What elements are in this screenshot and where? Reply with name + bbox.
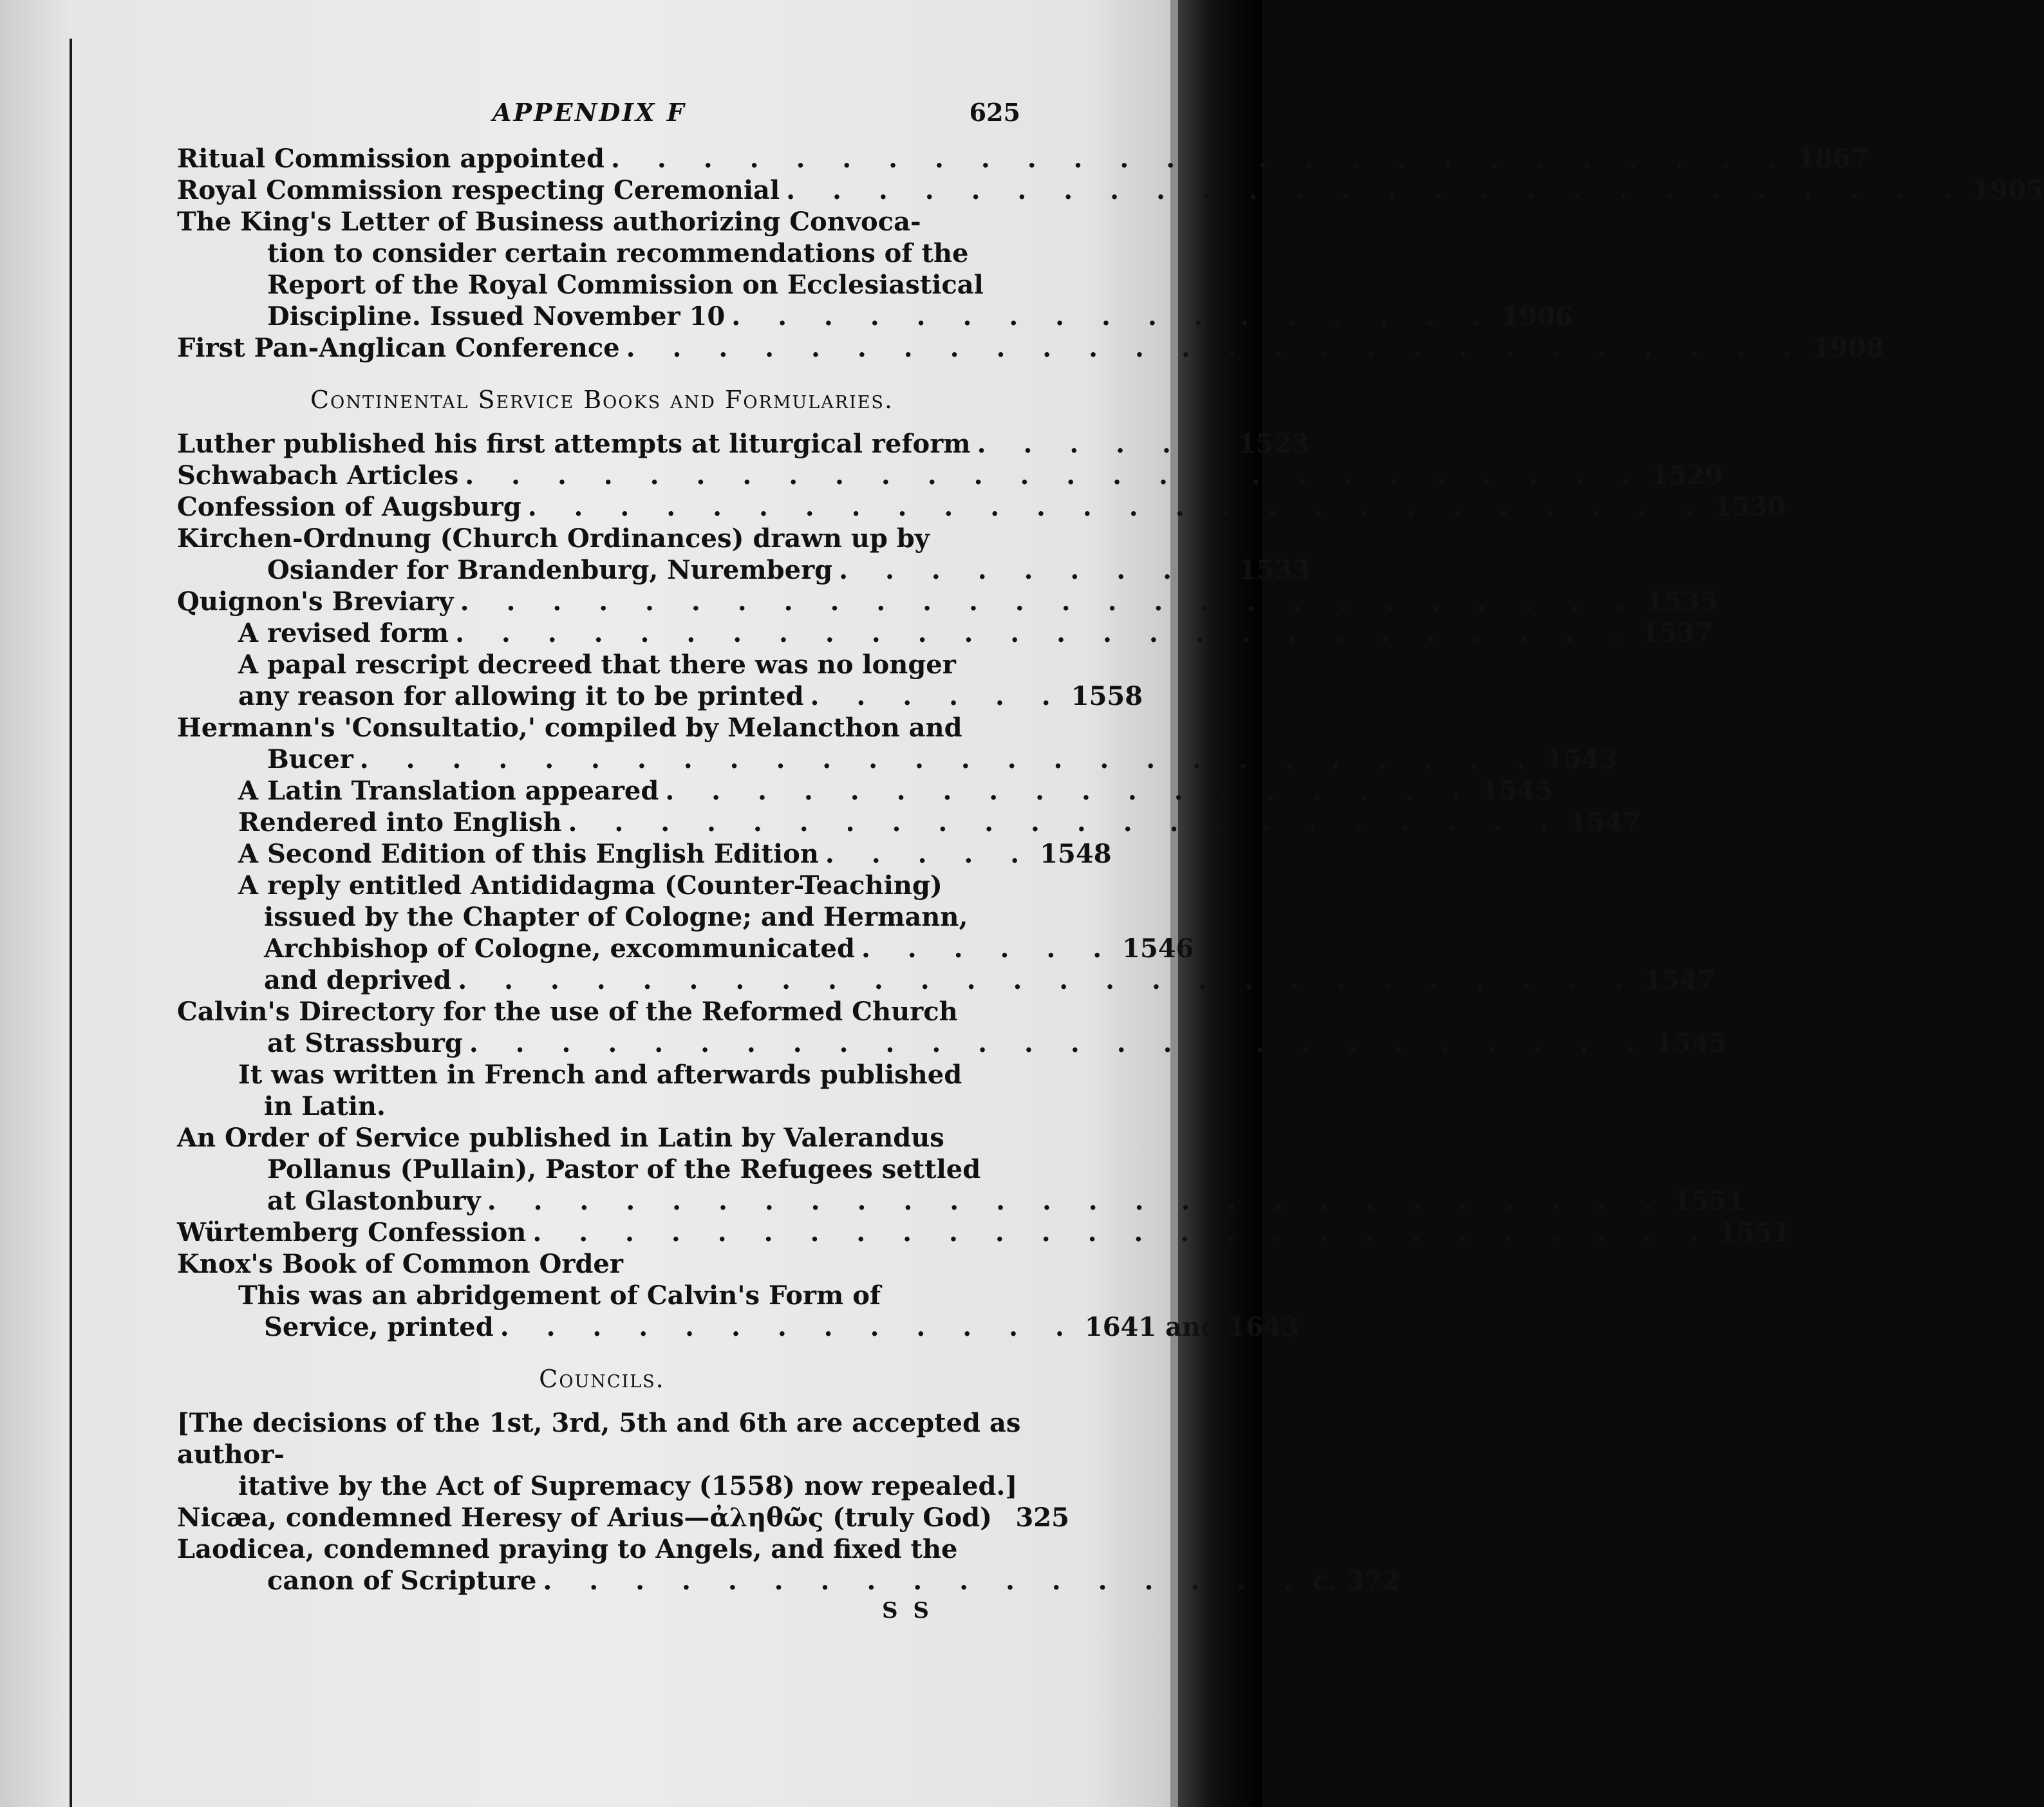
list-item: Confession of Augsburg . . . . . . . . . . . . . . . . . . . . . . . . . . 1530 <box>177 492 1786 522</box>
list-item: A Latin Translation appeared . . . . . . . . . . . . . . . . . . 1545 <box>238 776 1553 806</box>
list-item: Quignon's Breviary . . . . . . . . . . . . . . . . . . . . . . . . . . 1535 <box>177 586 1718 617</box>
leader-dots: . . . . . . . . . . . . . . . . . . . . . . . . . . <box>465 460 1645 491</box>
list-item: Kirchen-Ordnung (Church Ordinances) drawn up by <box>177 523 930 554</box>
leader-dots: . . . . . . . . . . . . . . . . . . . . . . . . . . <box>455 618 1635 648</box>
leader-dots: . . . . . . . . . . . . . . . . . . . . . . . . . . <box>359 744 1539 774</box>
list-item: Hermann's 'Consultatio,' compiled by Melancthon and <box>177 713 962 743</box>
running-title: APPENDIX F <box>492 98 686 127</box>
leader-dots: . . . . . . . . . . . . . . . . . . . . . . . . . . <box>527 492 1707 522</box>
leader-dots: . . . . . . . . . . . . . . . . . . . . . . . . . . <box>532 1217 1712 1248</box>
running-header <box>177 90 1027 143</box>
list-item: Rendered into English . . . . . . . . . . . . . . . . . . . . . . 1547 <box>238 807 1641 838</box>
scan-border <box>1178 0 1262 1807</box>
leader-dots: . . . . . . . . . . . . . <box>500 1312 1078 1342</box>
councils-note: [The decisions of the 1st, 3rd, 5th and 6th are accepted as author- <box>177 1408 1021 1470</box>
page-text: APPENDIX F 625 Ritual Commission appointed . . . . . . . . . . . . . . . . . . . . . . . . . . 1867 Royal Commission respecting Ceremonial . . . . . . . . . . . . . . . . . . . . . . . . . . 1905 The King's Letter of Business authorizing Convoca- tion to consider certain recommendations of the Report of the Royal Commission on Ecclesiastical Discipline. Issued November 10 . . . . . . . . . . . . . . . . . 1906 First Pan-Anglican Conference . . . . . . . . . . . . . . . . . . . . . . . . . . 1908 Continental Service Books and Formularies. Luther published his first attempts at liturgical reform . . . . . . 1523 Schwabach Articles . . . . . . . . . . . . . . . . . . . . . . . . . . 1529 Confession of Augsburg . . . . . . . . . . . . . . . . . . . . . . . . . . 1530 Kirchen-Ordnung (Church Ordinances) drawn up by Osiander for Brandenburg, Nuremberg . . . . . . . . . 1533 Quignon's Breviary . . . . . . . . . . . . . . . . . . . . . . . . . . 1535 A revised form . . . . . . . . . . . . . . . . . . . . . . . . . . 1537 A papal rescript decreed that there was no longer any reason for allowing it to be printed . . . . . . 1558 Hermann's 'Consultatio,' compiled by Melancthon and Bucer . . . . . . . . . . . . . . . . . . . . . . . . . . 1543 A Latin Translation appeared . . . . . . . . . . . . . . . . . . 1545 Rendered into English . . . . . . . . . . . . . . . . . . . . . . 1547 A Second Edition of this English Edition . . . . . 1548 A reply entitled Antididagma (Counter-Teaching) issued by the Chapter of Cologne; and Hermann, Archbishop of Cologne, excommunicated . . . . . . 1546 and deprived . . . . . . . . . . . . . . . . . . . . . . . . . . 1547 Calvin's Directory for the use of the Reformed Church at Strassburg . . . . . . . . . . . . . . . . . . . . . . . . . . 1545 It was written in French and afterwards published in Latin. An Order of Service published in Latin by Valerandus Pollanus (Pullain), Pastor of the Refugees settled at Glastonbury . . . . . . . . . . . . . . . . . . . . . . . . . . 1551 Würtemberg Confession . . . . . . . . . . . . . . . . . . . . . . . . . . 1551 Knox's Book of Common Order This was an abridgement of Calvin's Form of Service, printed . . . . . . . . . . . . . 1641 and 1643 Councils. [The decisions of the 1st, 3rd, 5th and 6th are accepted as author- itative by the Act of Supremacy (1558) now repealed.] Nicæa, condemned Heresy of Arius—ἀληθῶς (truly God) 325 Laodicea, condemned praying to Angels, and fixed the canon of Scripture . . . . . . . . . . . . . . . . . c. 372 <box>177 90 1027 1596</box>
leader-dots: . . . . . . . . . . . . . . . . . . . . . . . . . . <box>611 144 1791 174</box>
page-number: 625 <box>969 98 1020 127</box>
list-item: Ritual Commission appointed . . . . . . . . . . . . . . . . . . . . . . . . . . 1867 <box>177 144 1869 174</box>
leader-dots: . . . . . . . . . . . . . . . . . . . . . . . . . . <box>487 1186 1667 1216</box>
list-item: Knox's Book of Common Order <box>177 1249 623 1279</box>
section-heading: Continental Service Books and Formularies. <box>310 386 894 414</box>
list-item: Royal Commission respecting Ceremonial . . . . . . . . . . . . . . . . . . . . . . . . . . 1905 <box>177 175 2044 205</box>
list-item: Schwabach Articles . . . . . . . . . . . . . . . . . . . . . . . . . . 1529 <box>177 460 1723 491</box>
leader-dots: . . . . . . . . . . . . . . . . . . . . . . . . . . <box>460 586 1640 617</box>
list-item: Luther published his first attempts at liturgical reform . . . . . . 1523 <box>177 429 1310 459</box>
leader-dots: . . . . . . . . . . . . . . . . . <box>543 1566 1306 1596</box>
list-item: A revised form . . . . . . . . . . . . . . . . . . . . . . . . . . 1537 <box>238 618 1713 648</box>
list-item: A Second Edition of this English Edition . . . . . 1548 <box>238 839 1112 869</box>
leader-dots: . . . . . . . . . . . . . . . . . . <box>665 776 1475 806</box>
list-item: Nicæa, condemned Heresy of Arius—ἀληθῶς (truly God) 325 <box>177 1503 1069 1533</box>
section-heading: Councils. <box>539 1365 665 1393</box>
list-item: An Order of Service published in Latin by Valerandus <box>177 1123 944 1153</box>
leader-dots: . . . . . . <box>977 429 1232 459</box>
list-item: First Pan-Anglican Conference . . . . . . . . . . . . . . . . . . . . . . . . . . 1908 <box>177 333 1884 363</box>
list-item: It was written in French and afterwards published <box>238 1060 962 1090</box>
leader-dots: . . . . . . . . . . . . . . . . . . . . . . . . . . <box>626 333 1806 363</box>
leader-dots: . . . . . . . . . . . . . . . . . <box>731 301 1495 332</box>
signature-mark: S S <box>882 1598 933 1624</box>
leader-dots: . . . . . . . . . . . . . . . . . . . . . . . . . . <box>469 1028 1649 1058</box>
leader-dots: . . . . . . <box>861 933 1116 964</box>
leader-dots: . . . . . . . . . . . . . . . . . . . . . . . . . . <box>786 175 1966 205</box>
margin-rule <box>70 39 72 1807</box>
list-item: A papal rescript decreed that there was no longer <box>238 650 956 680</box>
list-item: Laodicea, condemned praying to Angels, and fixed the <box>177 1534 958 1564</box>
leader-dots: . . . . . . <box>810 681 1065 711</box>
list-item: Würtemberg Confession . . . . . . . . . . . . . . . . . . . . . . . . . . 1551 <box>177 1217 1790 1248</box>
leader-dots: . . . . . . . . . <box>839 555 1232 585</box>
list-item: The King's Letter of Business authorizing Convoca- <box>177 207 921 237</box>
list-item: and deprived . . . . . . . . . . . . . . . . . . . . . . . . . . 1547 <box>264 965 1716 995</box>
leader-dots: . . . . . . . . . . . . . . . . . . . . . . <box>568 807 1563 838</box>
leader-dots: . . . . . <box>825 839 1034 869</box>
list-item: Calvin's Directory for the use of the Reformed Church <box>177 997 958 1027</box>
list-item: A reply entitled Antididagma (Counter-Teaching) <box>238 870 942 901</box>
leader-dots: . . . . . . . . . . . . . . . . . . . . . . . . . . <box>458 965 1638 995</box>
